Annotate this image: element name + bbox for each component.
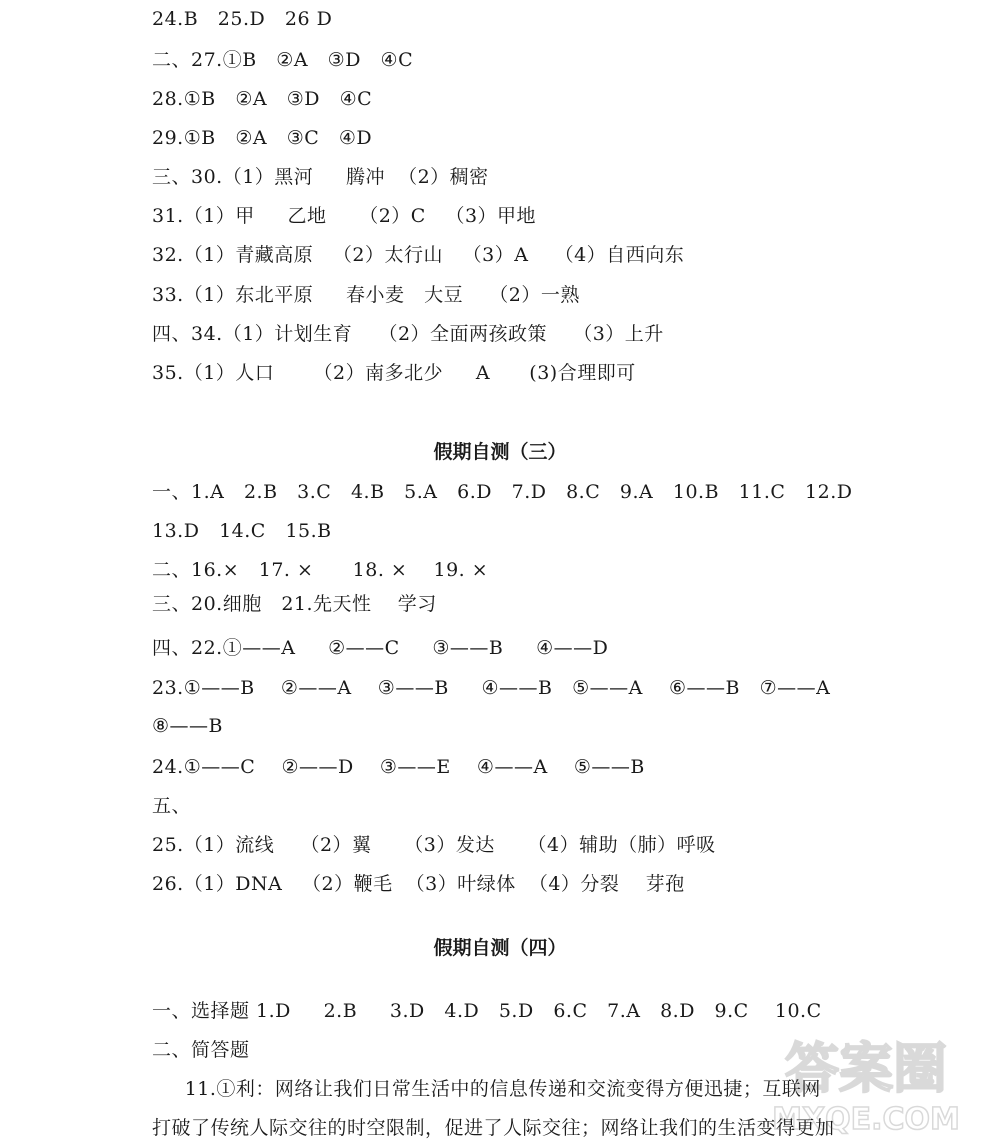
answer-line: ⑧——B — [152, 715, 223, 737]
answer-line: 24.①——C ②——D ③——E ④——A ⑤——B — [152, 756, 645, 778]
answer-line: 31.（1）甲 乙地 （2）C （3）甲地 — [152, 205, 537, 227]
answer-line: 13.D 14.C 15.B — [152, 520, 332, 542]
answer-line: 二、27.①B ②A ③D ④C — [152, 49, 414, 71]
answer-line: 24.B 25.D 26 D — [152, 8, 333, 30]
answer-line: 32.（1）青藏高原 （2）太行山 （3）A （4）自西向东 — [152, 244, 685, 266]
answer-line: 29.①B ②A ③C ④D — [152, 127, 373, 149]
watermark-domain: MXQE.COM — [772, 1102, 960, 1137]
answer-line: 11.①利：网络让我们日常生活中的信息传递和交流变得方便迅捷；互联网 — [152, 1078, 821, 1100]
answer-line: 25.（1）流线 （2）翼 （3）发达 （4）辅助（肺）呼吸 — [152, 834, 716, 856]
answer-line: 五、 — [152, 795, 192, 817]
answer-line: 一、1.A 2.B 3.C 4.B 5.A 6.D 7.D 8.C 9.A 10.B 11.C 12.D — [152, 481, 853, 503]
answer-line: 二、16.× 17. × 18. × 19. × — [152, 559, 489, 581]
answer-line: 四、22.①——A ②——C ③——B ④——D — [152, 637, 609, 659]
section-title: 假期自测（三） — [433, 441, 567, 463]
section-title: 假期自测（四） — [433, 937, 567, 959]
answer-line: 28.①B ②A ③D ④C — [152, 88, 373, 110]
answer-line: 一、选择题 1.D 2.B 3.D 4.D 5.D 6.C 7.A 8.D 9.C 10.C — [152, 1000, 822, 1022]
answer-line: 三、30.（1）黑河 腾冲 （2）稠密 — [152, 166, 489, 188]
watermark-chars: 答案圈 — [785, 1037, 947, 1100]
answer-line: 三、20.细胞 21.先天性 学习 — [152, 593, 437, 615]
answer-line: 23.①——B ②——A ③——B ④——B ⑤——A ⑥——B ⑦——A — [152, 677, 831, 699]
watermark-logo — [746, 1027, 986, 1137]
answer-line: 二、简答题 — [152, 1039, 250, 1061]
answer-line: 33.（1）东北平原 春小麦 大豆 （2）一熟 — [152, 284, 580, 306]
answer-line: 35.（1）人口 （2）南多北少 A (3)合理即可 — [152, 362, 636, 384]
answer-line: 四、34.（1）计划生育 （2）全面两孩政策 （3）上升 — [152, 323, 664, 345]
answer-line: 26.（1）DNA （2）鞭毛 （3）叶绿体 （4）分裂 芽孢 — [152, 873, 685, 895]
answer-line: 打破了传统人际交往的时空限制，促进了人际交往；网络让我们的生活变得更加 — [152, 1117, 835, 1139]
